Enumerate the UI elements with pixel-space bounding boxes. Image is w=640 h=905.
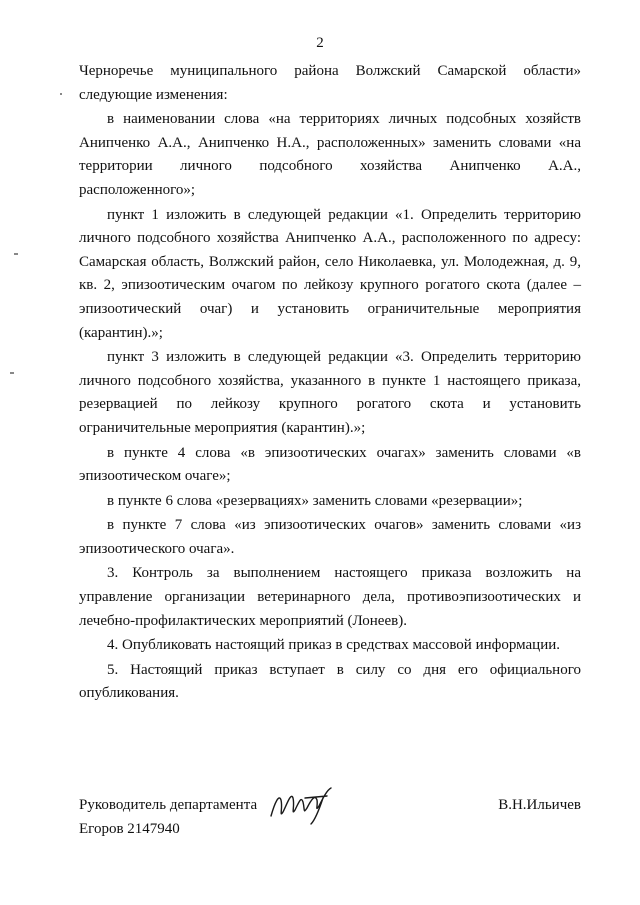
paragraph-point-3: пункт 3 изложить в следующей редакции «3. Определить территорию личного подсобного хозяйства, указанного в пункте 1 настоящего приказа, резервацией по лейкозу крупного рогатого скота и установить ограничительные мероприятия (карантин).»; <box>79 349 581 436</box>
paragraph-point-4: в пункте 4 слова «в эпизоотических очагах» заменить словами «в эпизоотическом очаге»; <box>79 444 581 485</box>
signatory-position: Руководитель департамента <box>79 797 258 813</box>
signatory-name: В.Н.Ильичев <box>498 797 581 813</box>
page-number: 2 <box>316 35 324 51</box>
paragraph-title-change: в наименовании слова «на территориях личных подсобных хозяйств Анипченко А.А., Анипченко Н.А., расположенных» заменить словами «на территории личного подсобного хозяйства Анипченко А.А., расположенного»; <box>79 111 581 198</box>
paragraph-point-6: в пункте 6 слова «резервациях» заменить словами «резервации»; <box>107 492 523 509</box>
executor-info: Егоров 2147940 <box>79 821 180 837</box>
margin-mark <box>10 372 14 374</box>
paragraph-publish: 4. Опубликовать настоящий приказ в средствах массовой информации. <box>107 637 561 654</box>
paragraph-point-7: в пункте 7 слова «из эпизоотических очагов» заменить словами «из эпизоотического очага». <box>79 517 581 557</box>
paragraph-point-1: пункт 1 изложить в следующей редакции «1. Определить территорию личного подсобного хозяйства Анипченко А.А., расположенного по адресу: Самарская область, Волжский район, село Николаевка, ул. Молодежная, д. 9, кв. 2, эпизоотическим очагом по лейкозу крупного рогатого скота (далее – эпизоотический очаг) и установить ограничительные мероприятия (карантин).»; <box>79 206 581 341</box>
margin-mark <box>14 253 18 255</box>
margin-mark <box>60 93 62 95</box>
document-body <box>79 60 581 706</box>
paragraph-control: 3. Контроль за выполнением настоящего приказа возложить на управление организации ветеринарного дела, противоэпизоотических и лечебно-профилактических мероприятий (Лонеев). <box>79 565 581 629</box>
paragraph-effective: 5. Настоящий приказ вступает в силу со дня его официального опубликования. <box>79 661 581 702</box>
paragraph-intro: Черноречье муниципального района Волжский Самарской области» следующие изменения: <box>79 63 581 103</box>
handwritten-signature-icon <box>265 782 345 826</box>
